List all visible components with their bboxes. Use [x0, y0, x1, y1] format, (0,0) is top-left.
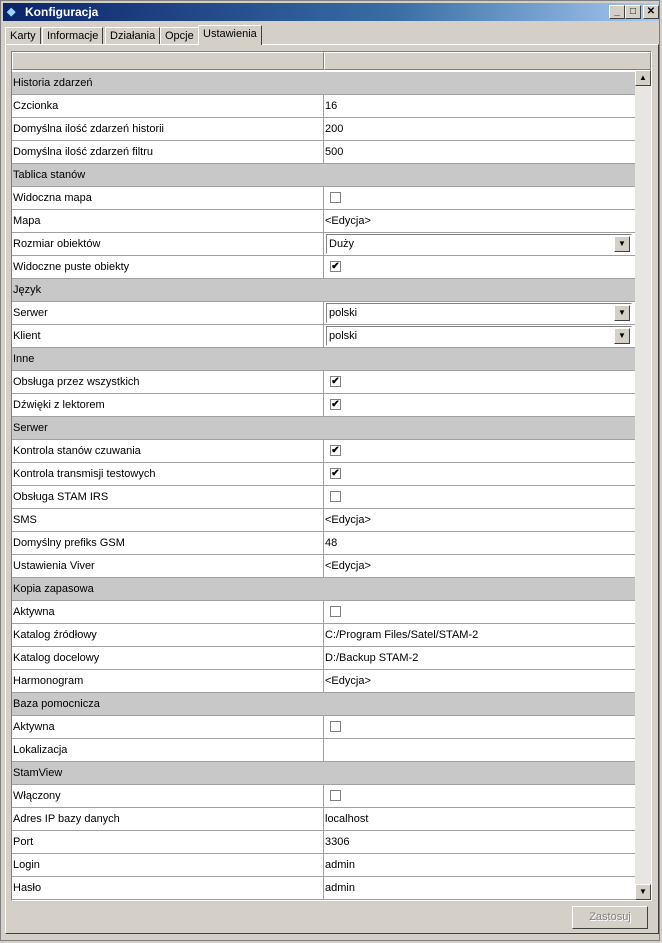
dropdown-value: polski	[329, 307, 358, 319]
column-divider	[323, 578, 324, 600]
column-divider	[323, 95, 324, 117]
dropdown-value: Duży	[329, 238, 355, 250]
column-divider	[323, 141, 324, 163]
apply-button[interactable]: Zastosuj	[572, 906, 648, 929]
column-divider	[323, 555, 324, 577]
property-name: Rozmiar obiektów	[13, 238, 101, 250]
property-checkbox[interactable]: ✔	[331, 261, 340, 272]
property-row[interactable]	[12, 486, 635, 509]
property-name: Domyślny prefiks GSM	[13, 537, 125, 549]
column-divider	[323, 233, 324, 255]
property-value[interactable]: D:/Backup STAM-2	[325, 652, 419, 664]
property-row[interactable]	[12, 739, 635, 762]
category-row[interactable]	[12, 72, 635, 95]
column-divider	[323, 210, 324, 232]
property-row[interactable]	[12, 601, 635, 624]
category-label: Baza pomocnicza	[13, 698, 100, 710]
property-checkbox[interactable]: ✔	[331, 445, 340, 456]
title-bar[interactable]	[3, 3, 659, 21]
property-row[interactable]	[12, 785, 635, 808]
column-header-name[interactable]	[12, 52, 324, 70]
property-name: Domyślna ilość zdarzeń filtru	[13, 146, 153, 158]
dropdown-arrow-icon[interactable]: ▼	[614, 328, 630, 344]
property-checkbox[interactable]: ✔	[331, 399, 340, 410]
column-divider	[323, 762, 324, 784]
property-name: Widoczna mapa	[13, 192, 92, 204]
column-divider	[323, 831, 324, 853]
maximize-button[interactable]: □	[625, 5, 641, 19]
property-row[interactable]	[12, 233, 635, 256]
property-row[interactable]	[12, 440, 635, 463]
property-checkbox[interactable]: ✔	[331, 468, 340, 479]
property-row[interactable]	[12, 831, 635, 854]
column-divider	[323, 624, 324, 646]
property-row[interactable]	[12, 509, 635, 532]
property-value[interactable]: 500	[325, 146, 344, 158]
property-value[interactable]: 200	[325, 123, 344, 135]
category-row[interactable]	[12, 279, 635, 302]
property-row[interactable]	[12, 624, 635, 647]
property-name: Katalog docelowy	[13, 652, 100, 664]
minimize-button[interactable]: _	[609, 5, 625, 19]
property-value[interactable]: admin	[325, 859, 355, 871]
column-divider	[323, 417, 324, 439]
property-value[interactable]: 16	[325, 100, 338, 112]
property-row[interactable]	[12, 210, 635, 233]
property-name: Ustawienia Viver	[13, 560, 95, 572]
property-name: Lokalizacja	[13, 744, 68, 756]
property-value[interactable]: <Edycja>	[325, 560, 371, 572]
tab-dzialania[interactable]: Działania	[105, 27, 160, 44]
property-row[interactable]	[12, 187, 635, 210]
tab-karty[interactable]: Karty	[5, 27, 41, 44]
column-divider	[323, 739, 324, 761]
property-name: Port	[13, 836, 34, 848]
category-row[interactable]	[12, 164, 635, 187]
column-divider	[323, 601, 324, 623]
property-checkbox[interactable]	[330, 491, 341, 502]
property-name: Domyślna ilość zdarzeń historii	[13, 123, 164, 135]
category-label: Historia zdarzeń	[13, 77, 93, 89]
property-name: Aktywna	[13, 721, 55, 733]
property-row[interactable]	[12, 670, 635, 693]
property-name: Obsługa przez wszystkich	[13, 376, 140, 388]
property-value[interactable]: localhost	[325, 813, 369, 825]
property-row[interactable]	[12, 95, 635, 118]
column-divider	[323, 118, 324, 140]
category-row[interactable]	[12, 348, 635, 371]
column-divider	[323, 72, 324, 94]
property-checkbox[interactable]	[330, 721, 341, 732]
property-value[interactable]: <Edycja>	[325, 514, 371, 526]
scroll-up-button[interactable]: ▲	[635, 70, 651, 86]
property-row[interactable]	[12, 555, 635, 578]
property-value[interactable]: 3306	[325, 836, 350, 848]
category-row[interactable]	[12, 578, 635, 601]
column-divider	[323, 854, 324, 876]
category-row[interactable]	[12, 417, 635, 440]
category-row[interactable]	[12, 693, 635, 716]
property-row[interactable]	[12, 854, 635, 877]
property-value[interactable]: <Edycja>	[325, 675, 371, 687]
property-row[interactable]	[12, 647, 635, 670]
property-grid	[11, 51, 652, 901]
property-name: Włączony	[13, 790, 61, 802]
property-name: Aktywna	[13, 606, 55, 618]
grid-header	[12, 52, 651, 70]
property-rows	[12, 72, 635, 900]
scroll-down-button[interactable]: ▼	[635, 884, 651, 900]
column-divider	[323, 348, 324, 370]
close-button[interactable]: ✕	[643, 5, 659, 19]
column-divider	[323, 486, 324, 508]
column-divider	[323, 716, 324, 738]
property-row[interactable]	[12, 877, 635, 900]
column-divider	[323, 877, 324, 899]
category-row[interactable]	[12, 762, 635, 785]
property-name: Kontrola transmisji testowych	[13, 468, 156, 480]
property-value[interactable]: admin	[325, 882, 355, 894]
column-divider	[323, 164, 324, 186]
category-label: Kopia zapasowa	[13, 583, 94, 595]
column-divider	[323, 325, 324, 347]
property-row[interactable]	[12, 394, 635, 417]
property-name: Czcionka	[13, 100, 59, 112]
column-divider	[323, 256, 324, 278]
property-name: SMS	[13, 514, 37, 526]
category-label: Inne	[13, 353, 35, 365]
column-divider	[323, 693, 324, 715]
column-divider	[323, 532, 324, 554]
column-divider	[323, 279, 324, 301]
column-divider	[323, 371, 324, 393]
dropdown-value: polski	[329, 330, 358, 342]
property-value[interactable]: 48	[325, 537, 338, 549]
property-dropdown[interactable]	[326, 326, 632, 346]
column-divider	[323, 670, 324, 692]
property-row[interactable]	[12, 256, 635, 279]
property-row[interactable]	[12, 463, 635, 486]
property-row[interactable]	[12, 532, 635, 555]
property-row[interactable]	[12, 808, 635, 831]
tab-opcje[interactable]: Opcje	[160, 27, 199, 44]
vertical-scrollbar[interactable]	[635, 70, 651, 900]
property-row[interactable]	[12, 118, 635, 141]
property-name: Login	[13, 859, 40, 871]
property-row[interactable]	[12, 371, 635, 394]
property-checkbox[interactable]: ✔	[331, 376, 340, 387]
dropdown-arrow-icon[interactable]: ▼	[614, 236, 630, 252]
property-row[interactable]	[12, 325, 635, 348]
property-row[interactable]	[12, 302, 635, 325]
column-divider	[323, 187, 324, 209]
column-divider	[323, 647, 324, 669]
property-name: Hasło	[13, 882, 42, 894]
column-divider	[323, 509, 324, 531]
property-name: Widoczne puste obiekty	[13, 261, 130, 273]
window-title: Konfiguracja	[25, 5, 99, 19]
dropdown-arrow-icon[interactable]: ▼	[614, 305, 630, 321]
category-label: StamView	[13, 767, 63, 779]
column-divider	[323, 394, 324, 416]
property-row[interactable]	[12, 141, 635, 164]
column-divider	[323, 440, 324, 462]
tab-ustawienia[interactable]: Ustawienia	[198, 25, 262, 45]
property-row[interactable]	[12, 716, 635, 739]
column-divider	[323, 463, 324, 485]
property-name: Dźwięki z lektorem	[13, 399, 105, 411]
property-name: Harmonogram	[13, 675, 84, 687]
property-name: Kontrola stanów czuwania	[13, 445, 141, 457]
column-divider	[323, 808, 324, 830]
column-divider	[323, 302, 324, 324]
column-divider	[323, 785, 324, 807]
category-label: Tablica stanów	[13, 169, 86, 181]
category-label: Język	[13, 284, 42, 296]
property-name: Katalog źródłowy	[13, 629, 97, 641]
app-icon: ◆	[7, 6, 16, 18]
property-name: Obsługa STAM IRS	[13, 491, 109, 503]
property-name: Serwer	[13, 307, 48, 319]
category-label: Serwer	[13, 422, 48, 434]
property-value[interactable]: C:/Program Files/Satel/STAM-2	[325, 629, 479, 641]
property-name: Klient	[13, 330, 41, 342]
property-checkbox[interactable]	[330, 192, 341, 203]
property-dropdown[interactable]	[326, 234, 632, 254]
tab-informacje[interactable]: Informacje	[42, 27, 103, 44]
column-header-value[interactable]	[324, 52, 651, 70]
property-value[interactable]: <Edycja>	[325, 215, 371, 227]
property-name: Adres IP bazy danych	[13, 813, 120, 825]
property-dropdown[interactable]	[326, 303, 632, 323]
property-checkbox[interactable]	[330, 790, 341, 801]
property-name: Mapa	[13, 215, 41, 227]
property-checkbox[interactable]	[330, 606, 341, 617]
